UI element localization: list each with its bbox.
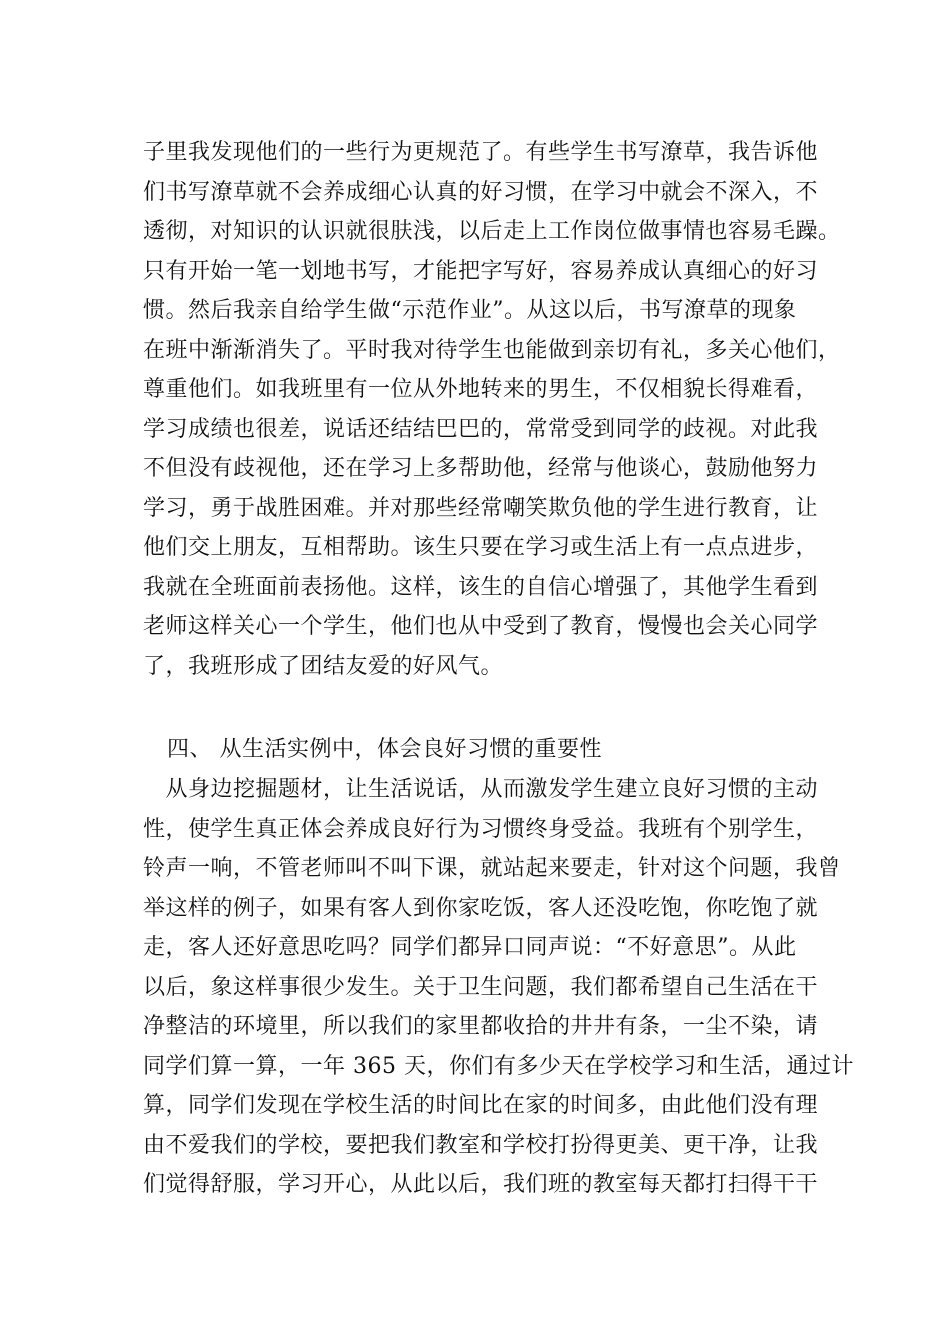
paragraph-line: 透彻，对知识的认识就很肤浅，以后走上工作岗位做事情也容易毛躁。 xyxy=(143,219,841,244)
section-heading: 四、 从生活实例中，体会良好习惯的重要性 xyxy=(167,737,602,762)
paragraph-2 xyxy=(143,770,854,1205)
paragraph-line: 惯。然后我亲自给学生做“示范作业”。从这以后，书写潦草的现象 xyxy=(143,298,797,323)
paragraph-line: 净整洁的环境里，所以我们的家里都收拾的井井有条，一尘不染，请 xyxy=(143,1014,819,1039)
paragraph-line: 不但没有歧视他，还在学习上多帮助他，经常与他谈心，鼓励他努力 xyxy=(143,456,819,481)
paragraph-line: 性，使学生真正体会养成良好行为习惯终身受益。我班有个别学生， xyxy=(143,816,819,842)
paragraph-line: 他们交上朋友，互相帮助。该生只要在学习或生活上有一点点进步， xyxy=(143,535,819,560)
paragraph-line: 铃声一响，不管老师叫不叫下课，就站起来要走，针对这个问题，我曾 xyxy=(143,856,841,881)
paragraph-line: 由不爱我们的学校，要把我们教室和学校打扮得更美、更干净，让我 xyxy=(143,1132,819,1158)
paragraph-line: 算，同学们发现在学校生活的时间比在家的时间多，由此他们没有理 xyxy=(143,1093,819,1118)
paragraph-line: 了，我班形成了团结友爱的好风气。 xyxy=(143,653,504,679)
paragraph-line: 子里我发现他们的一些行为更规范了。有些学生书写潦草，我告诉他 xyxy=(143,140,819,165)
paragraph-line: 老师这样关心一个学生，他们也从中受到了教育，慢慢也会关心同学 xyxy=(143,614,819,639)
paragraph-line: 同学们算一算，一年 365 天，你们有多少天在学校学习和生活，通过计 xyxy=(143,1053,854,1079)
paragraph-line: 学习成绩也很差，说话还结结巴巴的，常常受到同学的歧视。对此我 xyxy=(143,416,819,442)
paragraph-line: 举这样的例子，如果有客人到你家吃饭，客人还没吃饱，你吃饱了就 xyxy=(143,895,819,921)
paragraph-line: 们觉得舒服，学习开心，从此以后，我们班的教室每天都打扫得干干 xyxy=(143,1172,819,1197)
paragraph-line: 走，客人还好意思吃吗？同学们都异口同声说：“不好意思”。从此 xyxy=(143,935,797,960)
paragraph-line: 在班中渐渐消失了。平时我对待学生也能做到亲切有礼，多关心他们， xyxy=(143,337,841,363)
paragraph-line: 学习，勇于战胜困难。并对那些经常嘲笑欺负他的学生进行教育，让 xyxy=(143,495,819,521)
paragraph-line: 以后，象这样事很少发生。关于卫生问题，我们都希望自己生活在干 xyxy=(143,974,819,1000)
paragraph-line: 只有开始一笔一划地书写，才能把字写好，容易养成认真细心的好习 xyxy=(143,258,819,284)
paragraph-line: 尊重他们。如我班里有一位从外地转来的男生，不仅相貌长得难看， xyxy=(143,377,819,402)
paragraph-line: 我就在全班面前表扬他。这样，该生的自信心增强了，其他学生看到 xyxy=(143,574,819,600)
paragraph-line: 们书写潦草就不会养成细心认真的好习惯，在学习中就会不深入，不 xyxy=(143,179,819,205)
paragraph-1 xyxy=(143,133,841,686)
paragraph-line: 从身边挖掘题材，让生活说话，从而激发学生建立良好习惯的主动 xyxy=(143,777,819,802)
